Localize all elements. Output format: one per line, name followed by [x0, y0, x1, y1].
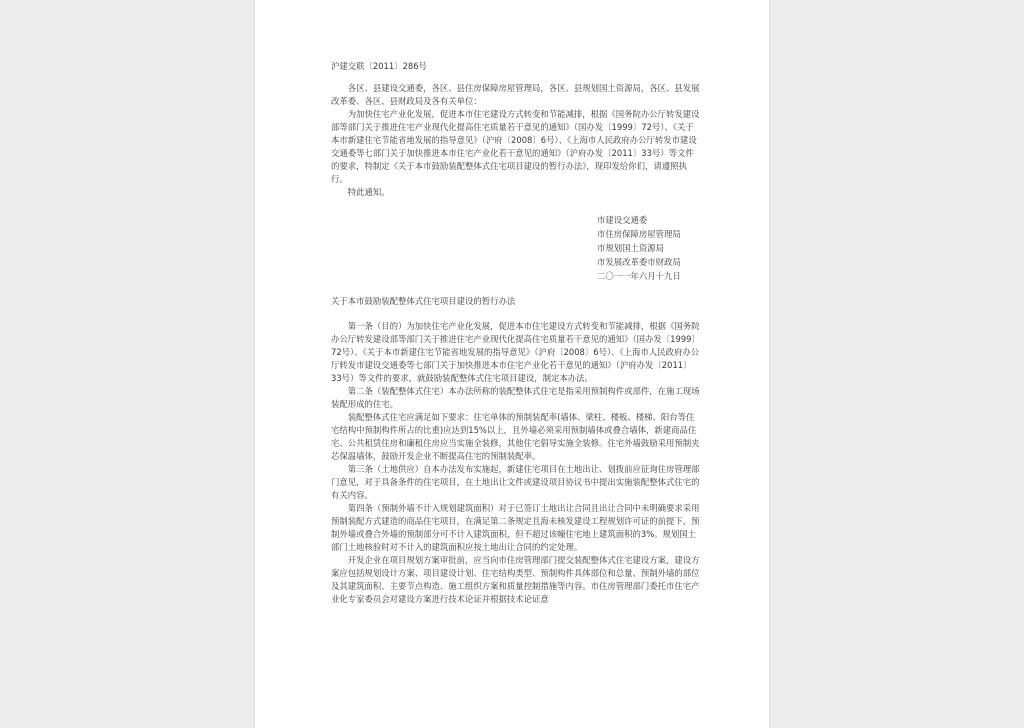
article-paragraph: 第三条（土地供应）自本办法发布实施起，新建住宅项目在土地出让、划拨前应征询住房管理部门意见，对于具备条件的住宅项目，在土地出让文件或建设项目协议书中提出实施装配整体式住宅的有关内容。: [331, 464, 700, 500]
measures-title: 关于本市鼓励装配整体式住宅项目建设的暂行办法: [331, 296, 516, 306]
signatory: 市规划国土资源局: [597, 243, 664, 253]
signatory: 市建设交通委: [597, 215, 648, 225]
signatory: 市发展改革委市财政局: [597, 257, 681, 267]
issue-date: 二〇一一年六月十九日: [597, 271, 681, 281]
addressee: 各区、县建设交通委，各区、县住房保障房屋管理局，各区、县规划国土资源局，各区、县发展改革委、各区、县财政局及各有关单位：: [331, 83, 700, 106]
intro-paragraph: 为加快住宅产业化发展，促进本市住宅建设方式转变和节能减排，根据《国务院办公厅转发建设部等部门关于推进住宅产业现代化提高住宅质量若干意见的通知》（国办发〔1999〕72号）、《关于本市新建住宅节能省地发展的指导意见》（沪府〔2008〕6号）、《上海市人民政府办公厅转发市建设交通委等七部门关于加快推进本市住宅产业化若干意见的通知》（沪府办发〔2011〕33号）等文件的要求，特制定《关于本市鼓励装配整体式住宅项目建设的暂行办法》，现印发给你们，请遵照执行。: [331, 109, 700, 184]
closing-phrase: 特此通知。: [347, 187, 390, 197]
signature-block: [597, 213, 701, 283]
signatory: 市住房保障房屋管理局: [597, 229, 681, 239]
document-number: 沪建交联〔2011〕286号: [331, 61, 427, 71]
article-paragraph: 第二条（装配整体式住宅）本办法所称的装配整体式住宅是指采用预制构件或部件，在施工现场装配形成的住宅。: [331, 386, 700, 409]
article-paragraph: 第一条（目的）为加快住宅产业化发展，促进本市住宅建设方式转变和节能减排，根据《国务院办公厅转发建设部等部门关于推进住宅产业现代化提高住宅质量若干意见的通知》（国办发〔1999〕72号）、《关于本市新建住宅节能省地发展的指导意见》（沪府〔2008〕6号）、《上海市人民政府办公厅转发市建设交通委等七部门关于加快推进本市住宅产业化若干意见的通知》（沪府办发〔2011〕33号）等文件的要求，就鼓励装配整体式住宅项目建设，制定本办法。: [331, 321, 700, 383]
article-paragraph: 装配整体式住宅应满足如下要求：住宅单体的预制装配率(墙体、梁柱、楼板、楼梯、阳台等住宅结构中预制构件所占的比重)应达到15%以上，且外墙必须采用预制墙体或叠合墙体，新建商品住宅、公共租赁住房和廉租住房应当实施全装修，其他住宅倡导实施全装修。住宅外墙鼓励采用预制夹芯保温墙体，鼓励开发企业不断提高住宅的预制装配率。: [331, 412, 700, 461]
document-body: [331, 60, 701, 606]
article-paragraph: 开发企业在项目规划方案审批前，应当向市住房管理部门提交装配整体式住宅建设方案，建设方案应包括规划设计方案、项目建设计划、住宅结构类型、预制构件具体部位和总量、预制外墙的部位及其建筑面积、主要节点构造、施工组织方案和质量控制措施等内容。市住房管理部门委托市住宅产业化专家委员会对建设方案进行技术论证并根据技术论证意: [331, 555, 700, 604]
document-page: [255, 0, 769, 728]
article-paragraph: 第四条（预制外墙不计入规划建筑面积）对于已签订土地出让合同且出让合同中未明确要求采用预制装配方式建造的商品住宅项目，在满足第二条规定且海未核发建设工程规划许可证的前提下，预制外墙或叠合外墙的预制部分可不计入建筑面积，但不超过该幢住宅地上建筑面积的3%。规划国土部门土地核验时对不计入的建筑面积应按土地出让合同的约定处理。: [331, 503, 700, 552]
